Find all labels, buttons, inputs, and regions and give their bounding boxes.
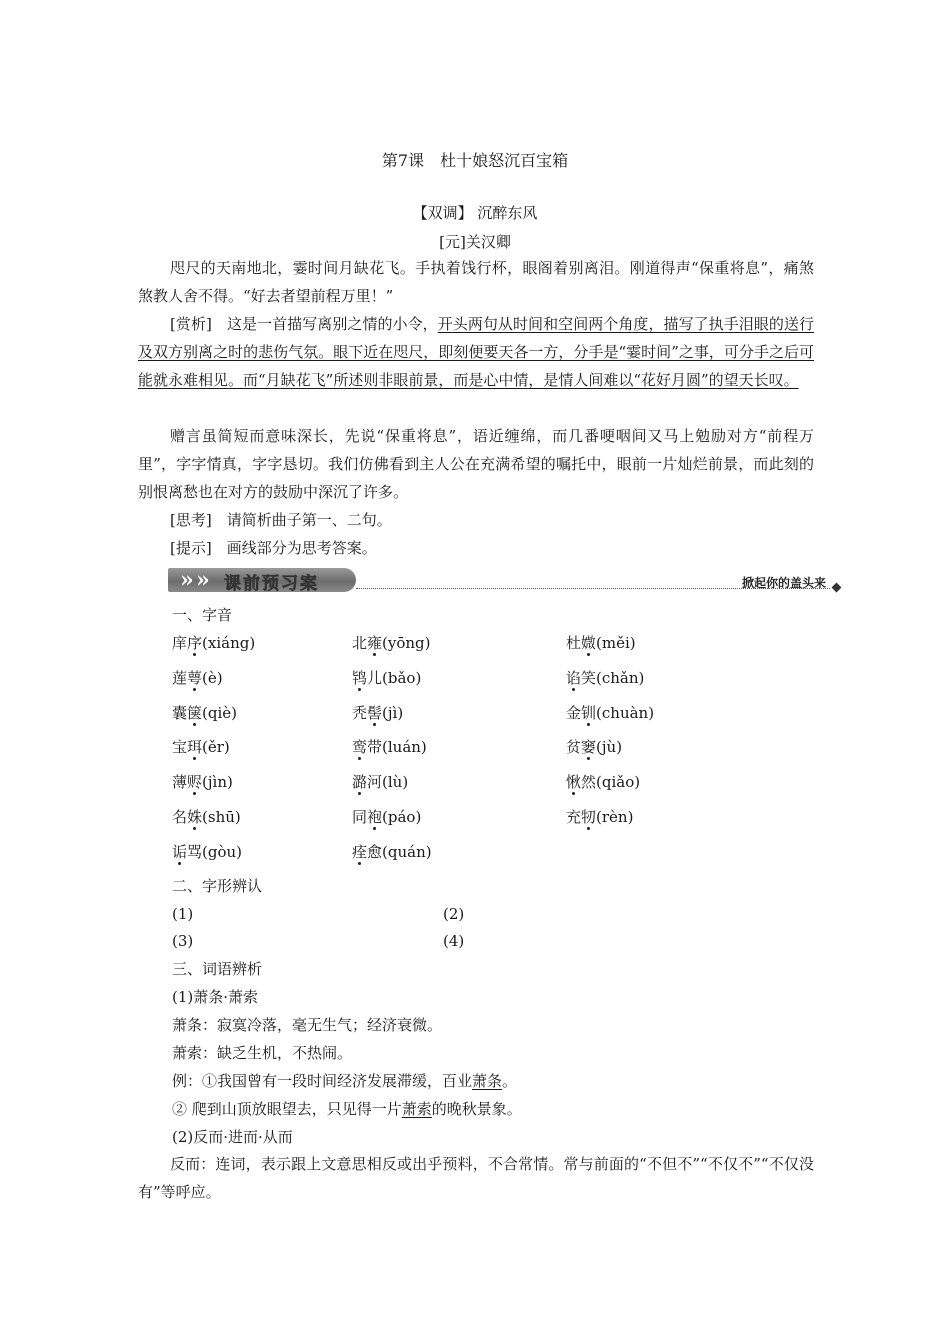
word-pinyin: (páo) xyxy=(382,808,422,826)
word-prefix: 名 xyxy=(172,808,188,826)
dotted-character: 潞 xyxy=(352,773,368,791)
example-2-end: 的晚秋景象。 xyxy=(431,1100,522,1118)
word-pinyin: 带(luán) xyxy=(367,738,427,756)
word-pinyin: (jì) xyxy=(382,704,404,722)
dotted-character: 媺 xyxy=(581,634,597,652)
word-prefix: 同 xyxy=(352,808,368,826)
word-pinyin: 骂(gòu) xyxy=(187,843,243,861)
example-2-word: 萧索 xyxy=(401,1100,432,1118)
word-pinyin: (yōng) xyxy=(382,634,431,652)
word-pinyin: (jìn) xyxy=(202,773,233,791)
dotted-character: 鸾 xyxy=(352,738,368,756)
word-pinyin: 河(lù) xyxy=(367,773,409,791)
glyph-item-1: (1) xyxy=(172,905,194,923)
example-1-word: 萧条 xyxy=(472,1072,503,1090)
appreciation-underlined: 开头两句从时间和空间两个角度，描写了执手泪眼的送行及双方别离之时的悲伤气氛。眼下近在咫尺，即刻便要天各一方，分手是“霎时间”之事，可分手之后可能就永难相见。而“月缺花飞”所述则非眼前景，而是心中情，是情人间难以“花好月圆”的望天长叹。 xyxy=(138,315,814,389)
section3-sub1: (1)萧条·萧索 xyxy=(172,988,259,1006)
pronunciation-item xyxy=(566,667,644,689)
word-prefix: 充 xyxy=(566,808,582,826)
section3-sub2: (2)反而·进而·从而 xyxy=(172,1128,293,1146)
dotted-character: 珥 xyxy=(187,738,203,756)
definition-xiaosuo: 萧索：缺乏生机，不热闹。 xyxy=(172,1044,353,1062)
banner-right-text: 掀起你的盖头来 xyxy=(741,576,826,590)
word-pinyin: (chuàn) xyxy=(596,704,655,722)
pronunciation-item xyxy=(352,736,427,758)
word-pinyin: (shū) xyxy=(202,808,241,826)
example-2 xyxy=(172,1098,522,1120)
pronunciation-item xyxy=(352,841,432,863)
section-banner xyxy=(168,566,840,596)
word-pinyin: 笑(chǎn) xyxy=(581,669,645,687)
pronunciation-item xyxy=(172,841,242,863)
dotted-character: 鸨 xyxy=(352,669,368,687)
word-prefix: 秃 xyxy=(352,704,368,722)
pronunciation-item xyxy=(172,806,241,828)
word-pinyin: (měi) xyxy=(596,634,636,652)
example-1-text: 例：①我国曾有一段时间经济发展滞缓，百业 xyxy=(172,1072,473,1090)
dotted-character: 诟 xyxy=(172,843,188,861)
word-prefix: 薄 xyxy=(172,773,188,791)
pronunciation-item xyxy=(172,667,223,689)
dotted-character: 袍 xyxy=(367,808,383,826)
word-prefix: 金 xyxy=(566,704,582,722)
pronunciation-item xyxy=(566,771,640,793)
word-prefix: 莲 xyxy=(172,669,188,687)
word-prefix: 宝 xyxy=(172,738,188,756)
appreciation-label: [赏析] 这是一首描写离别之情的小令， xyxy=(170,315,438,333)
dotted-character: 雍 xyxy=(367,634,383,652)
glyph-item-4: (4) xyxy=(443,932,465,950)
word-pinyin: 儿(bǎo) xyxy=(367,669,422,687)
think-line: [思考] 请简析曲子第一、二句。 xyxy=(170,511,392,529)
hint-line: [提示] 画线部分为思考答案。 xyxy=(170,539,377,557)
appreciation-paragraph-2: 赠言虽简短而意味深长，先说“保重将息”，语近缠绵，而几番哽咽间又马上勉励对方“前程万里”，字字情真，字字恳切。我们仿佛看到主人公在充满希望的嘱托中，眼前一片灿烂前景，而此刻的别恨离愁也在对方的鼓励中深沉了许多。 xyxy=(138,427,814,501)
example-1-end: 。 xyxy=(502,1072,518,1090)
dotted-character: 序 xyxy=(187,634,203,652)
section3-heading: 三、词语辨析 xyxy=(172,960,263,978)
dotted-character: 痊 xyxy=(352,843,368,861)
lesson-title: 第7课 杜十娘怒沉百宝箱 xyxy=(381,151,569,170)
dotted-character: 赆 xyxy=(187,773,203,791)
word-pinyin: 愈(quán) xyxy=(367,843,432,861)
pronunciation-item xyxy=(352,667,421,689)
dotted-character: 萼 xyxy=(187,669,203,687)
word-pinyin: (xiáng) xyxy=(202,634,256,652)
dotted-character: 谄 xyxy=(566,669,582,687)
pronunciation-item xyxy=(352,702,403,724)
word-pinyin: (è) xyxy=(202,669,223,687)
dotted-character: 愀 xyxy=(566,773,582,791)
definition-xiaotiao: 萧条：寂寞冷落，毫无生气；经济衰微。 xyxy=(172,1016,443,1034)
word-prefix: 杜 xyxy=(566,634,582,652)
diamond-icon xyxy=(832,583,842,593)
pronunciation-item xyxy=(172,736,230,758)
dotted-character: 姝 xyxy=(187,808,203,826)
poem-heading: 【双调】 沉醉东风 xyxy=(412,204,538,222)
pronunciation-item xyxy=(352,771,408,793)
section1-heading: 一、字音 xyxy=(172,606,233,624)
example-1 xyxy=(172,1070,517,1092)
definition-faner: 反而：连词，表示跟上文意思相反或出乎预料，不合常情。常与前面的“不但不”“不仅不”“不仅没有”等呼应。 xyxy=(138,1155,814,1201)
example-2-text: ② 爬到山顶放眼望去，只见得一片 xyxy=(172,1100,402,1118)
dotted-character: 箧 xyxy=(187,704,203,722)
chevron-right-icon: » xyxy=(180,567,194,593)
glyph-item-3: (3) xyxy=(172,932,194,950)
word-pinyin: (rèn) xyxy=(596,808,634,826)
dotted-character: 钏 xyxy=(581,704,597,722)
word-prefix: 囊 xyxy=(172,704,188,722)
banner-title: 课前预习案 xyxy=(224,574,319,594)
pronunciation-item xyxy=(566,806,633,828)
pronunciation-item xyxy=(566,736,622,758)
dotted-character: 髻 xyxy=(367,704,383,722)
appreciation-paragraph xyxy=(138,310,814,394)
poem-author: [元]关汉卿 xyxy=(439,233,511,251)
section2-heading: 二、字形辨认 xyxy=(172,877,263,895)
pronunciation-item xyxy=(352,806,421,828)
dotted-character: 牣 xyxy=(581,808,597,826)
word-pinyin: (ěr) xyxy=(202,738,230,756)
chevron-right-icon: » xyxy=(196,567,210,593)
pronunciation-item xyxy=(172,632,255,654)
word-pinyin: (qiè) xyxy=(202,704,238,722)
word-pinyin: (jù) xyxy=(596,738,623,756)
dotted-character: 窭 xyxy=(581,738,597,756)
pronunciation-item xyxy=(172,771,233,793)
word-prefix: 北 xyxy=(352,634,368,652)
pronunciation-item xyxy=(352,632,431,654)
word-pinyin: 然(qiǎo) xyxy=(581,773,641,791)
word-prefix: 庠 xyxy=(172,634,188,652)
pronunciation-item xyxy=(566,632,636,654)
poem-text: 咫尺的天南地北，霎时间月缺花飞。手执着饯行杯，眼阁着别离泪。刚道得声“保重将息”，痛煞煞教人舍不得。“好去者望前程万里！” xyxy=(138,259,814,305)
glyph-item-2: (2) xyxy=(443,905,465,923)
pronunciation-item xyxy=(172,702,237,724)
pronunciation-item xyxy=(566,702,654,724)
word-prefix: 贫 xyxy=(566,738,582,756)
